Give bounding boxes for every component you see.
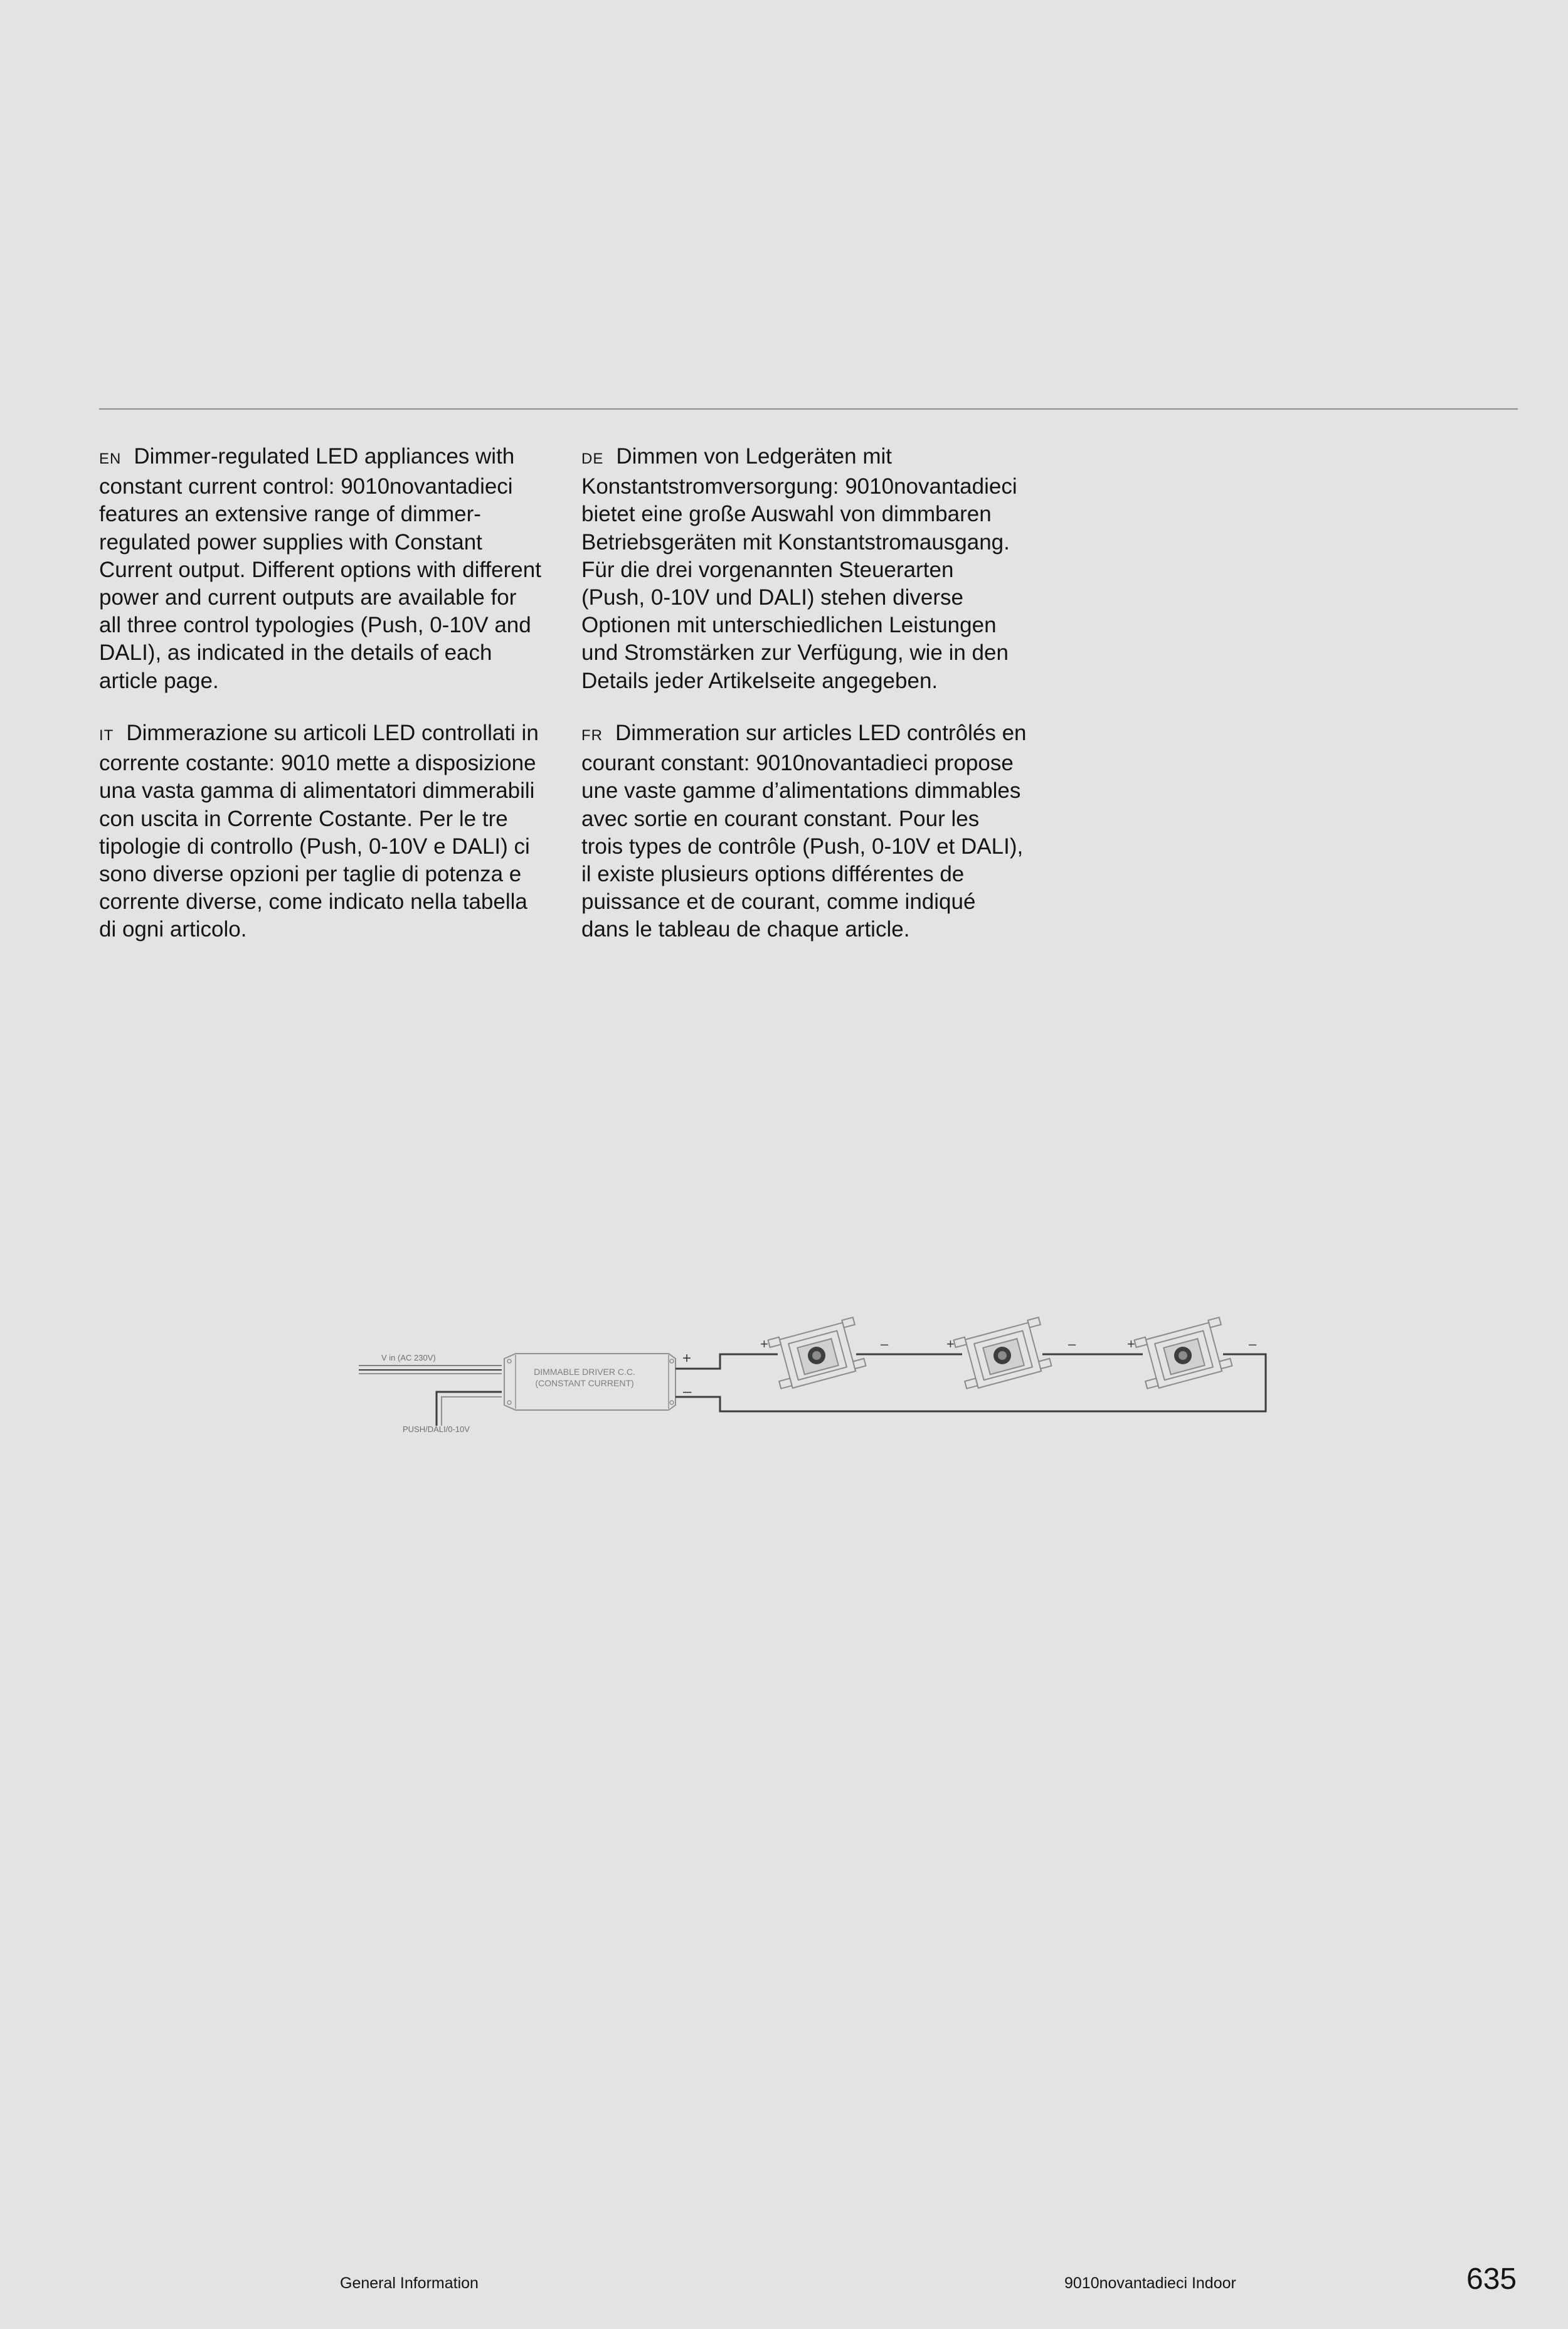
led1-plus-label: + <box>760 1336 768 1352</box>
footer-section-title: General Information <box>340 2274 479 2292</box>
paragraph-line: corrente costante: 9010 mette a disposizione <box>99 751 536 776</box>
led3-minus-label: – <box>1249 1336 1257 1352</box>
paragraph-line: dans le tableau de chaque article. <box>581 917 910 942</box>
control-label: PUSH/DALI/0-10V <box>403 1424 470 1434</box>
led-downlight <box>954 1317 1052 1391</box>
line-text: Dimmeration sur articles LED contrôlés en <box>615 721 1027 745</box>
header-rule <box>99 408 1518 410</box>
led3-plus-label: + <box>1127 1336 1135 1352</box>
paragraph-line: di ogni articolo. <box>99 917 247 942</box>
paragraph-line: con uscita in Corrente Costante. Per le tre <box>99 806 508 831</box>
paragraph-line: il existe plusieurs options différentes de <box>581 862 965 887</box>
paragraph-en <box>99 443 557 695</box>
driver-label-line2: (CONSTANT CURRENT) <box>535 1378 634 1388</box>
paragraph-line: una vasta gamma di alimentatori dimmerabili <box>99 778 535 804</box>
driver-plus-label: + <box>682 1350 692 1367</box>
line-text: Dimmerazione su articoli LED controllati in <box>126 721 539 745</box>
paragraph-line: Betriebsgeräten mit Konstantstromausgang. <box>581 529 1010 554</box>
language-tag: IT <box>99 727 114 744</box>
mains-input-wires <box>359 1366 502 1374</box>
paragraph-line: (Push, 0-10V und DALI) stehen diverse <box>581 585 963 610</box>
paragraph-line: trois types de contrôle (Push, 0-10V et DALI), <box>581 834 1024 859</box>
paragraph-line: avec sortie en courant constant. Pour les <box>581 806 980 831</box>
driver-minus-label: – <box>683 1383 692 1400</box>
paragraph-line: und Stromstärken zur Verfügung, wie in den <box>581 640 1009 666</box>
led2-minus-label: – <box>1068 1336 1076 1352</box>
paragraph-line: Optionen mit unterschiedlichen Leistungen <box>581 613 997 638</box>
paragraph-line: DALI), as indicated in the details of each <box>99 640 492 666</box>
paragraph-line: all three control typologies (Push, 0-10V and <box>99 613 531 638</box>
led1-minus-label: – <box>881 1336 889 1352</box>
paragraph-line: article page. <box>99 668 219 693</box>
paragraph-line: courant constant: 9010novantadieci propose <box>581 751 1014 776</box>
line-text: Dimmen von Ledgeräten mit <box>616 444 892 469</box>
line-text: Dimmer-regulated LED appliances with <box>134 444 515 469</box>
paragraph-de <box>581 443 1039 695</box>
paragraph-it <box>99 719 557 944</box>
paragraph-line: une vaste gamme d’alimentations dimmables <box>581 778 1021 804</box>
paragraph-line <box>99 443 557 473</box>
paragraph-line: constant current control: 9010novantadieci <box>99 474 513 499</box>
paragraph-line <box>581 719 1039 750</box>
led-downlight <box>1135 1317 1233 1391</box>
page-number: 635 <box>1466 2263 1517 2296</box>
paragraph-line: Details jeder Artikelseite angegeben. <box>581 668 938 693</box>
driver-label-line1: DIMMABLE DRIVER C.C. <box>534 1367 635 1377</box>
vin-label: V in (AC 230V) <box>381 1353 436 1362</box>
paragraph-line: corrente diverse, come indicato nella tabella <box>99 889 527 915</box>
paragraph-line: regulated power supplies with Constant <box>99 529 482 554</box>
led2-plus-label: + <box>946 1336 955 1352</box>
paragraph-fr <box>581 719 1039 944</box>
footer-catalog-title: 9010novantadieci Indoor <box>1064 2274 1236 2292</box>
paragraph-line <box>99 719 557 750</box>
paragraph-line: Für die drei vorgenannten Steuerarten <box>581 557 954 582</box>
language-tag: FR <box>581 727 603 744</box>
paragraph-line: sono diverse opzioni per taglie di potenza e <box>99 862 522 887</box>
language-tag: EN <box>99 450 122 467</box>
led-downlight <box>768 1317 867 1391</box>
wiring-diagram <box>351 1311 1279 1449</box>
paragraph-line: power and current outputs are available for <box>99 585 517 610</box>
paragraph-line: Konstantstromversorgung: 9010novantadieci <box>581 474 1017 499</box>
paragraph-line: puissance et de courant, comme indiqué <box>581 889 976 915</box>
paragraph-line: tipologie di controllo (Push, 0-10V e DALI) ci <box>99 834 530 859</box>
control-wires <box>437 1392 502 1426</box>
paragraph-line: Current output. Different options with different <box>99 557 541 582</box>
paragraph-line: features an extensive range of dimmer- <box>99 502 481 527</box>
language-tag: DE <box>581 450 604 467</box>
paragraph-line: bietet eine große Auswahl von dimmbaren <box>581 502 992 527</box>
paragraph-line <box>581 443 1039 473</box>
